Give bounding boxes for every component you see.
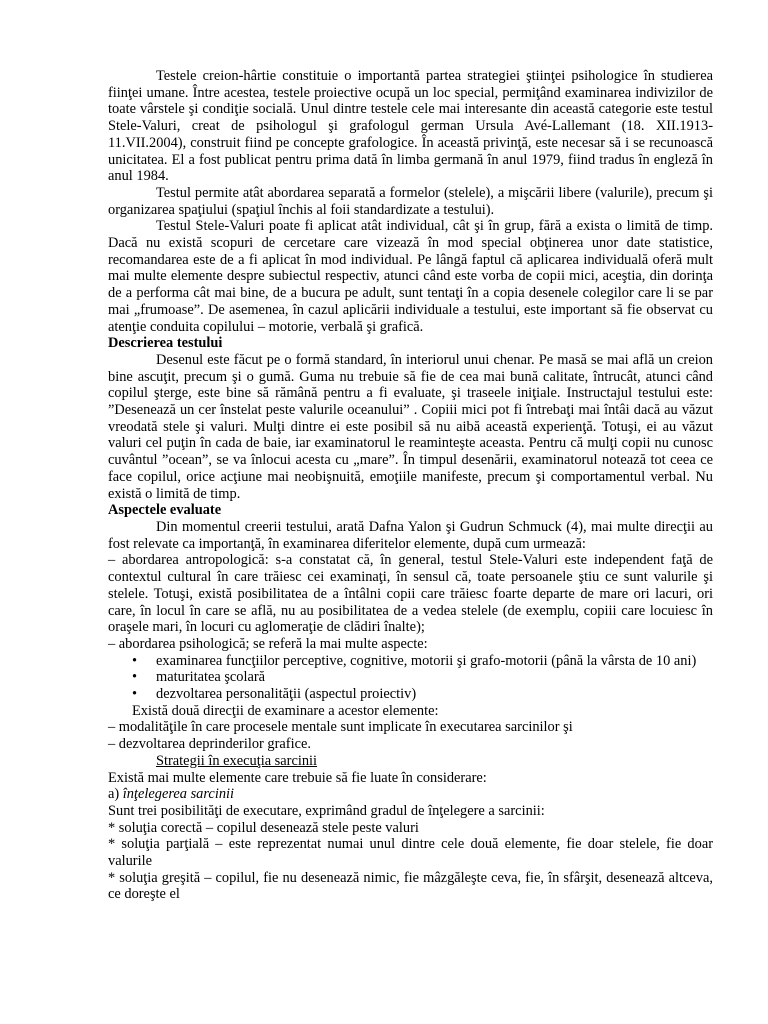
paragraph-elements: Există mai multe elemente care trebuie să fie luate în considerare: — [108, 769, 487, 786]
paragraph-partial-solution: * soluţia parţială – este reprezentat numai unul dintre cele două elemente, fie doar stelele, fie doar valurile — [108, 836, 713, 870]
understanding-label: înţelegerea sarcinii — [122, 786, 235, 803]
bullet-icon: • — [132, 669, 138, 686]
paragraph-possibilities: Sunt trei posibilităţi de executare, exprimând gradul de înţelegere a sarcinii: — [108, 802, 545, 819]
paragraph-two-directions: Există două direcţii de examinare a acestor elemente: — [132, 702, 439, 719]
list-item: • examinarea funcţiilor perceptive, cognitive, motorii şi grafo-motorii (până la vârsta de 10 ani) — [132, 652, 697, 669]
paragraph-description: Desenul este făcut pe o formă standard, în interiorul unui chenar. Pe masă se mai află un creion bine ascuţit, precum şi o gumă. Guma nu trebuie să fie de cea mai bună calitate, întrucât, atunci când copilul şterge, este bine să rămână pentru a fi evaluate, şi traseele iniţiale. Instructajul testului este: ”Desenează un cer înstelat peste valurile oceanului” . Copiii mici pot fi întrebaţi mai întâi dacă au văzut vreodată stele şi valuri. Mulţi dintre ei este posibil să nu aibă această experienţă. Totuşi, ei au văzut valuri cel puţin în cada de baie, iar examinatorul le reaminteşte aceasta. Pentru că mulţi copii nu cunosc cuvântul ”ocean”, se va înlocui acesta cu „mare”. În timpul desenării, examinatorul notează tot ceea ce face copilul, orice acţiune mai neobişnuită, emoţiile manifeste, precum şi comportamentul verbal. Nu există o limită de timp. — [108, 351, 713, 502]
paragraph-approach: Testul permite atât abordarea separată a formelor (stelele), a mişcării libere (valurile), precum şi organizarea spaţiului (spaţiul închis al foii standardizate a testului). — [108, 184, 713, 218]
paragraph-application: Testul Stele-Valuri poate fi aplicat atât individual, cât şi în grup, fără a exista o limită de timp. Dacă nu există scopuri de cercetare care vizează în mod special obţinerea unor date statistice, recomandarea este de a fi aplicat în mod individual. Pe lângă faptul că aplicarea individuală oferă mult mai multe elemente despre subiectul respectiv, atunci când este vorba de copii mici, aceştia, din dorinţa de a performa cât mai bine, de a bucura pe adult, sunt tentaţi în a copia desenele colegilor care li se par mai „frumoase”. De asemenea, în cazul aplicării individuale a testului, este important să fie observat cu atenţie conduita copilului – motorie, verbală şi grafică. — [108, 218, 713, 335]
document-page — [108, 68, 713, 903]
paragraph-directions: Din momentul creerii testului, arată Dafna Yalon şi Gudrun Schmuck (4), mai multe direcţii au fost relevate ca importanţă, în examinarea diferitelor elemente, după cum urmează: — [108, 518, 713, 552]
paragraph-intro: Testele creion-hârtie constituie o importantă partea strategiei ştiinţei psihologice în studierea fiinţei umane. Între acestea, testele proiective ocupă un loc special, permiţând examinarea indivizilor de toate vârstele şi condiţie socială. Unul dintre testele cele mai interesante din această categorie este testul Stele-Valuri, creat de psihologul şi grafologul german Ursula Avé-Lallemant (18. XII.1913-11.VII.2004), construit fiind pe concepte grafologice. În această privinţă, este necesar să i se recunoască unicitatea. El a fost publicat pentru prima dată în limba germană în anul 1979, fiind tradus în engleză în anul 1984. — [108, 68, 713, 185]
bullet-icon: • — [132, 686, 138, 703]
list-item: • maturitatea şcolară — [132, 669, 266, 686]
paragraph-understanding: a) înţelegerea sarcinii — [108, 786, 235, 803]
bullet-icon: • — [132, 652, 138, 669]
heading-test-description: Descrierea testului — [108, 335, 223, 352]
paragraph-graphic-skills: – dezvoltarea deprinderilor grafice. — [108, 736, 311, 753]
paragraph-correct-solution: * soluţia corectă – copilul desenează stele peste valuri — [108, 819, 419, 836]
heading-strategies: Strategii în execuţia sarcinii — [156, 752, 318, 769]
list-item: • dezvoltarea personalităţii (aspectul proiectiv) — [132, 686, 417, 703]
paragraph-anthropological: – abordarea antropologică: s-a constatat că, în general, testul Stele-Valuri este independent faţă de contextul cultural în care trăiesc cei examinaţi, în sensul că, toate persoanele ştiu ce sunt valurile şi stelele. Totuşi, există posibilitatea de a întâlni copii care trăiesc foarte departe de mare ori lacuri, ori care, în locul în care se află, nu au posibilitatea de a vedea stelele (de exemplu, copiii care locuiesc în oraşele mari, în locuri cu aglomeraţie de clădiri înalte); — [108, 552, 713, 636]
paragraph-psychological: – abordarea psihologică; se referă la mai multe aspecte: — [108, 635, 428, 652]
aspects-list — [108, 653, 713, 703]
paragraph-mental-processes: – modalităţile în care procesele mentale sunt implicate în executarea sarcinilor şi — [108, 719, 573, 736]
heading-evaluated-aspects: Aspectele evaluate — [108, 502, 222, 519]
paragraph-wrong-solution: * soluţia greşită – copilul, fie nu desenează nimic, fie mâzgăleşte ceva, fie, în sfârşit, desenează altceva, ce doreşte el — [108, 869, 713, 903]
